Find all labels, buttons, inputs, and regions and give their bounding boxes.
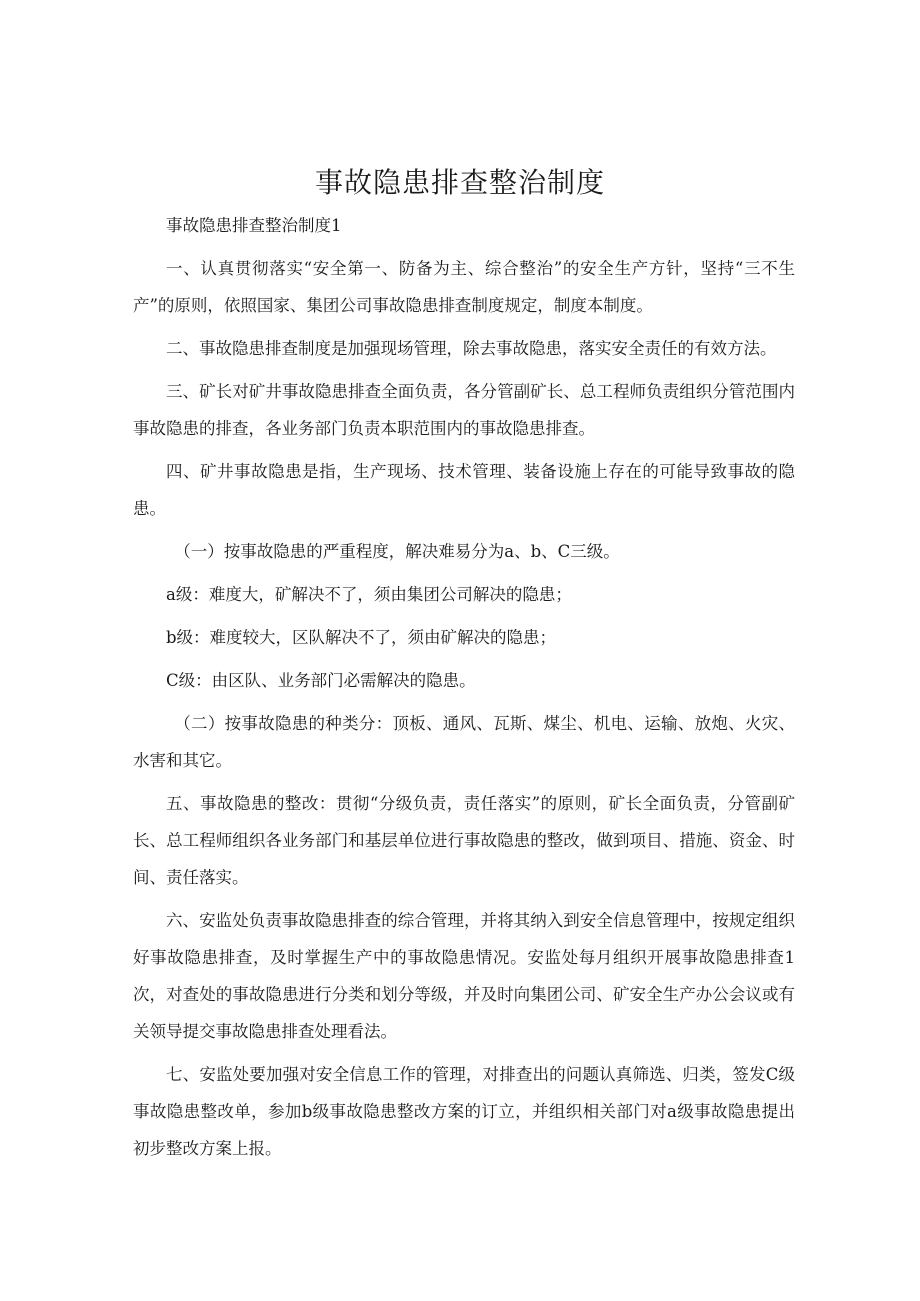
paragraph-4-sub-2: （二）按事故隐患的种类分：顶板、通风、瓦斯、煤尘、机电、运输、放炮、火灾、水害和其它。 (133, 714, 795, 770)
document-body (133, 207, 795, 1173)
document-subtitle: 事故隐患排查整治制度1 (166, 216, 342, 235)
level-b-item: b级：难度较大，区队解决不了，须由矿解决的隐患； (166, 628, 557, 647)
paragraph-5: 五、事故隐患的整改：贯彻“分级负责，责任落实”的原则，矿长全面负责，分管副矿长、总工程师组织各业务部门和基层单位进行事故隐患的整改，做到项目、措施、资金、时间、责任落实。 (133, 794, 795, 887)
paragraph-3: 三、矿长对矿井事故隐患排查全面负责，各分管副矿长、总工程师负责组织分管范围内事故隐患的排查，各业务部门负责本职范围内的事故隐患排查。 (133, 382, 795, 438)
paragraph-4-sub-1: （一）按事故隐患的严重程度，解决难易分为a、b、C三级。 (174, 542, 620, 561)
level-a-item: a级：难度大，矿解决不了，须由集团公司解决的隐患； (166, 585, 572, 604)
paragraph-2: 二、事故隐患排查制度是加强现场管理，除去事故隐患，落实安全责任的有效方法。 (166, 339, 777, 358)
document-title: 事故隐患排查整治制度 (314, 166, 605, 199)
paragraph-6: 六、安监处负责事故隐患排查的综合管理，并将其纳入到安全信息管理中，按规定组织好事故隐患排查，及时掌握生产中的事故隐患情况。安监处每月组织开展事故隐患排查1次，对查处的事故隐患进行分类和划分等级，并及时向集团公司、矿安全生产办公会议或有关领导提交事故隐患排查处理看法。 (133, 911, 795, 1041)
paragraph-1: 一、认真贯彻落实“安全第一、防备为主、综合整治”的安全生产方针，坚持“三不生产”的原则，依照国家、集团公司事故隐患排查制度规定，制度本制度。 (133, 259, 795, 315)
paragraph-7: 七、安监处要加强对安全信息工作的管理，对排查出的问题认真筛选、归类，签发C级事故隐患整改单，参加b级事故隐患整改方案的订立，并组织相关部门对a级事故隐患提出初步整改方案上报。 (133, 1065, 795, 1158)
paragraph-4: 四、矿井事故隐患是指，生产现场、技术管理、装备设施上存在的可能导致事故的隐患。 (133, 462, 795, 518)
level-c-item: C级：由区队、业务部门必需解决的隐患。 (166, 671, 476, 690)
